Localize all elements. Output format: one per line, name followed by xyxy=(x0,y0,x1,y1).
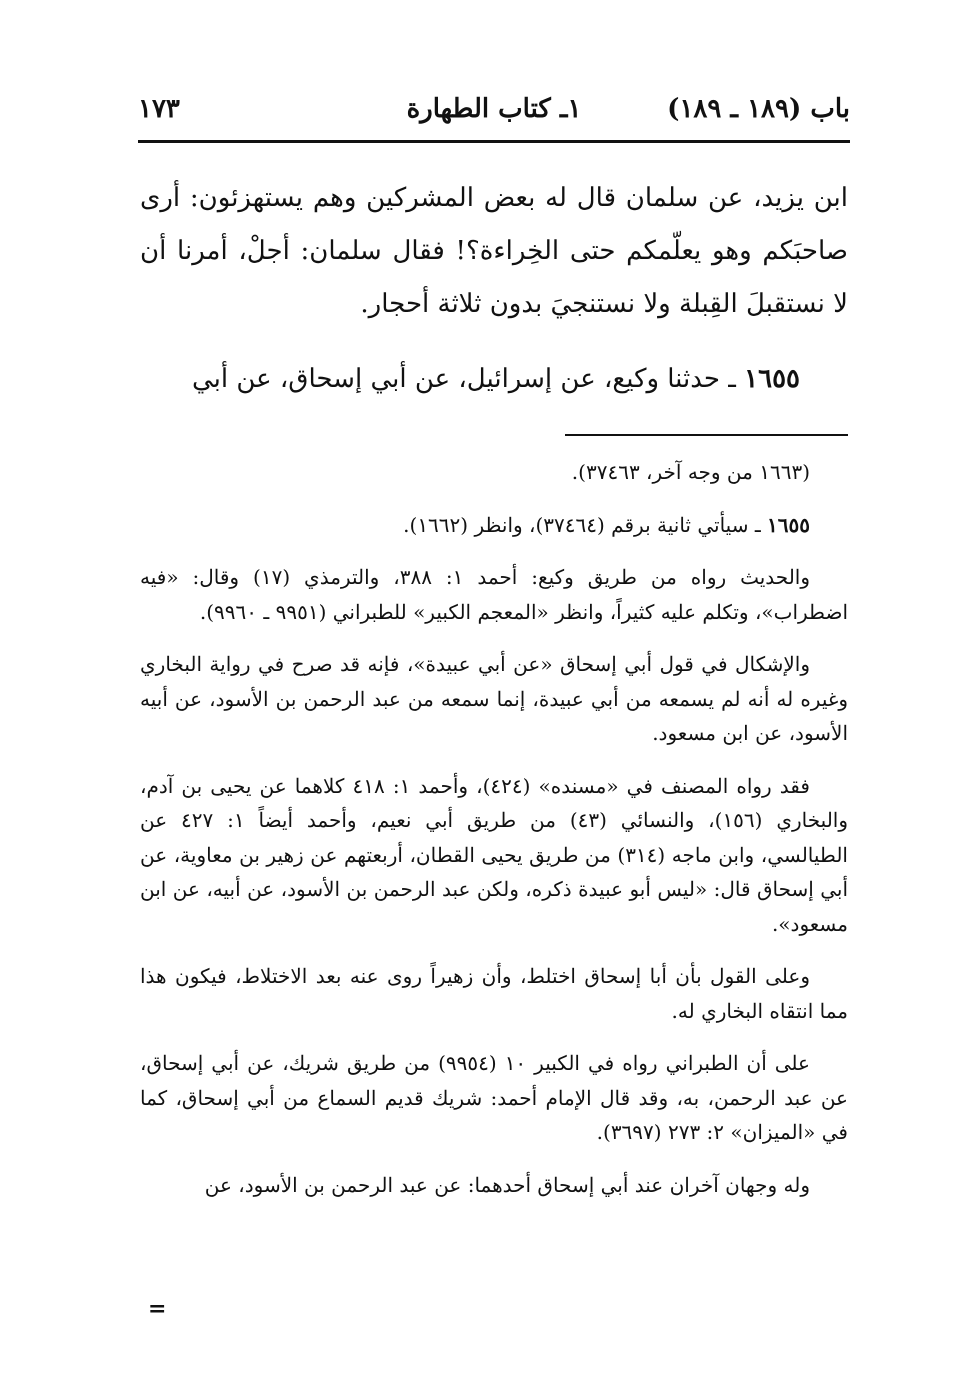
footnote-separator xyxy=(565,434,848,436)
main-paragraph: ابن يزيد، عن سلمان قال له بعض المشركين وهم يستهزئون: أرى صاحبَكم وهو يعلّمكم حتى الخِراءة؟! فقال سلمان: أجلْ، أمرنا أن لا نستقبلَ القِبلة ولا نستنجيَ بدون ثلاثة أحجار. xyxy=(140,183,848,319)
footnote-entry xyxy=(140,508,848,543)
continuation-mark: = xyxy=(148,1296,167,1322)
page-number: ١٧٣ xyxy=(138,94,180,124)
main-text xyxy=(140,172,848,406)
hadith-number: ١٦٥٥ xyxy=(744,364,800,394)
header-book-title: ١ـ كتاب الطهارة xyxy=(406,94,582,124)
footnote-line: (١٦٦٣ من وجه آخر، ٣٧٤٦٣). xyxy=(571,460,810,484)
header-rule xyxy=(138,140,850,143)
footnote-paragraph: وعلى القول بأن أبا إسحاق اختلط، وأن زهيراً روى عنه بعد الاختلاط، فيكون هذا مما انتقاه البخاري له. xyxy=(140,964,848,1023)
footnote-paragraph: والحديث رواه من طريق وكيع: أحمد ١: ٣٨٨، والترمذي (١٧) وقال: «فيه اضطراب»، وتكلم عليه كثيراً، وانظر «المعجم الكبير» للطبراني (٩٩٥١ ـ ٩٩٦٠). xyxy=(140,565,848,624)
footnote-paragraph: فقد رواه المصنف في «مسنده» (٤٢٤)، وأحمد ١: ٤١٨ كلاهما عن يحيى بن آدم، والبخاري (١٥٦)، والنسائي (٤٣) من طريق أبي نعيم، وأحمد أيضاً ١: ٤٢٧ عن الطيالسي، وابن ماجه (٣١٤) من طريق يحيى القطان، أربعتهم عن زهير بن معاوية، عن أبي إسحاق قال: «ليس أبو عبيدة ذكره، ولكن عبد الرحمن بن الأسود، عن أبيه، عن ابن مسعود». xyxy=(140,773,848,936)
footnote-paragraph: وله وجهان آخران عند أبي إسحاق أحدهما: عن عبد الرحمن بن الأسود، عن xyxy=(204,1172,810,1197)
footnote-number: ١٦٥٥ xyxy=(767,512,810,537)
footnote-paragraph: على أن الطبراني رواه في الكبير ١٠ (٩٩٥٤) من طريق شريك، عن أبي إسحاق، عن عبد الرحمن، به، وقد قال الإمام أحمد: شريك قديم السماع من أبي إسحاق، كما في «الميزان» ٢: ٢٧٣ (٣٦٩٧). xyxy=(140,1051,848,1144)
footnote-text: ـ سيأتي ثانية برقم (٣٧٤٦٤)، وانظر (١٦٦٢). xyxy=(403,512,768,537)
hadith-paragraph xyxy=(140,353,848,406)
hadith-text: ـ حدثنا وكيع، عن إسرائيل، عن أبي إسحاق، عن أبي xyxy=(191,364,745,394)
footnotes xyxy=(140,455,848,1220)
header-section: باب (١٨٩ ـ ١٨٩) xyxy=(667,94,850,124)
footnote-paragraph: والإشكال في قول أبي إسحاق «عن أبي عبيدة»، فإنه قد صرح في رواية البخاري وغيره له أنه لم يسمعه من أبي عبيدة، إنما سمعه من عبد الرحمن بن الأسود، عن أبيه الأسود، عن ابن مسعود. xyxy=(140,652,848,745)
running-header xyxy=(138,92,850,132)
